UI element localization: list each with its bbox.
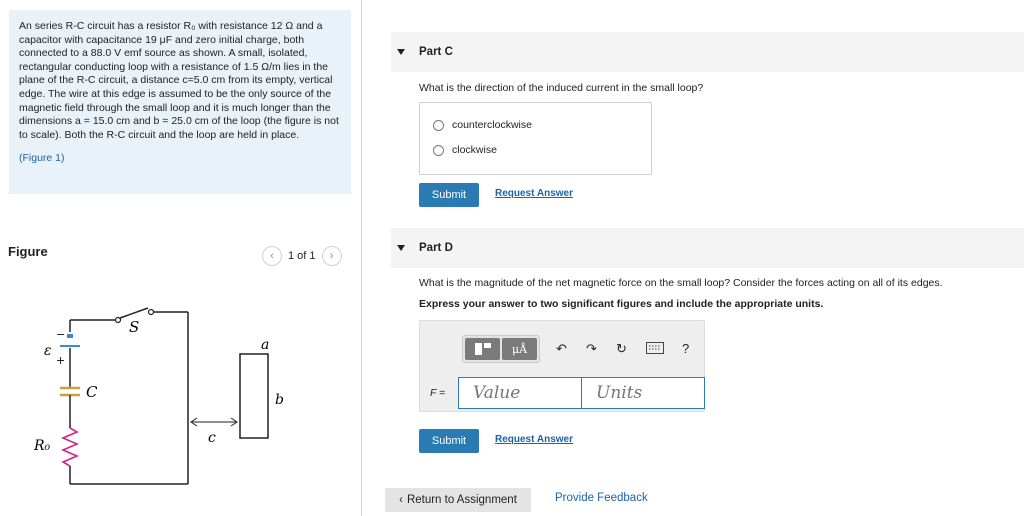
part-c-request-answer-link[interactable]: Request Answer [495, 188, 573, 199]
keyboard-icon[interactable] [646, 342, 664, 357]
part-d-submit-button[interactable]: Submit [419, 429, 479, 453]
label-resistor: R₀ [34, 438, 51, 454]
label-b: b [275, 392, 284, 408]
part-d-title: Part D [419, 242, 453, 254]
part-d-request-answer-link[interactable]: Request Answer [495, 434, 573, 445]
redo-icon[interactable]: ↷ [586, 341, 597, 356]
answer-variable-label: F [430, 387, 437, 399]
left-panel [0, 0, 362, 516]
label-plus: + [56, 354, 66, 367]
right-panel [363, 0, 1024, 516]
collapse-triangle-icon [397, 49, 405, 55]
part-c-submit-button[interactable]: Submit [419, 183, 479, 207]
part-c-header[interactable] [391, 32, 1024, 72]
next-figure-button[interactable]: › [322, 246, 342, 266]
choice-label: clockwise [452, 144, 497, 156]
label-c: c [208, 430, 216, 446]
template-icon [474, 342, 492, 356]
label-switch: S [129, 318, 140, 336]
prev-figure-button[interactable]: ‹ [262, 246, 282, 266]
problem-text: An series R-C circuit has a resistor R₀ with resistance 12 Ω and a capacitor with capacitance 19 μF and zero initial charge, both connected to a 88.0 V emf source as shown. A small, isolated, rectangular conducting loop with a resistance of 1.5 Ω/m lies in the plane of the R-C circuit, a distance c=5.0 cm from its empty, vertical edge. The wire at this edge is assumed to be the only source of the magnetic field through the small loop and it is much longer than the dimensions a = 15.0 cm and b = 25.0 cm of the loop (the figure is not to scale). Both the R-C circuit and the loop are held in place. [19, 20, 339, 141]
help-button[interactable]: ? [682, 341, 690, 356]
provide-feedback-link[interactable]: Provide Feedback [555, 492, 648, 504]
format-toolbar [462, 335, 540, 363]
answer-box [419, 320, 705, 412]
templates-button[interactable] [465, 338, 500, 360]
equals-sign: = [439, 387, 446, 399]
collapse-triangle-icon [397, 245, 405, 251]
reset-icon[interactable]: ↻ [616, 341, 627, 356]
circuit-diagram [30, 292, 340, 502]
pager-label: 1 of 1 [288, 250, 316, 262]
figure-link[interactable]: (Figure 1) [19, 152, 65, 165]
units-input[interactable] [581, 377, 705, 409]
units-button[interactable]: μÅ [502, 338, 537, 360]
answer-variable [430, 387, 445, 399]
label-a: a [261, 337, 270, 353]
choice-counterclockwise[interactable] [433, 119, 532, 131]
part-c-question: What is the direction of the induced current in the small loop? [419, 82, 704, 94]
part-d-header[interactable] [391, 228, 1024, 268]
undo-icon[interactable]: ↶ [556, 341, 567, 356]
choice-label: counterclockwise [452, 119, 532, 131]
part-c-title: Part C [419, 46, 453, 58]
label-emf: ε [44, 343, 52, 359]
return-to-assignment-button[interactable] [385, 488, 531, 512]
value-input[interactable] [458, 377, 582, 409]
figure-title: Figure [8, 244, 48, 259]
radio-icon[interactable] [433, 120, 444, 131]
part-d-question: What is the magnitude of the net magnetic force on the small loop? Consider the forces acting on all of its edges. [419, 277, 943, 289]
label-capacitor: C [86, 383, 98, 401]
label-minus: − [56, 328, 66, 341]
chevron-left-icon: ‹ [399, 494, 403, 506]
return-label: Return to Assignment [406, 494, 517, 506]
choice-clockwise[interactable] [433, 144, 497, 156]
part-d-instruction: Express your answer to two significant figures and include the appropriate units. [419, 298, 824, 310]
part-c-choices [419, 102, 652, 175]
figure-pager [262, 246, 342, 266]
problem-statement [9, 10, 351, 194]
radio-icon[interactable] [433, 145, 444, 156]
